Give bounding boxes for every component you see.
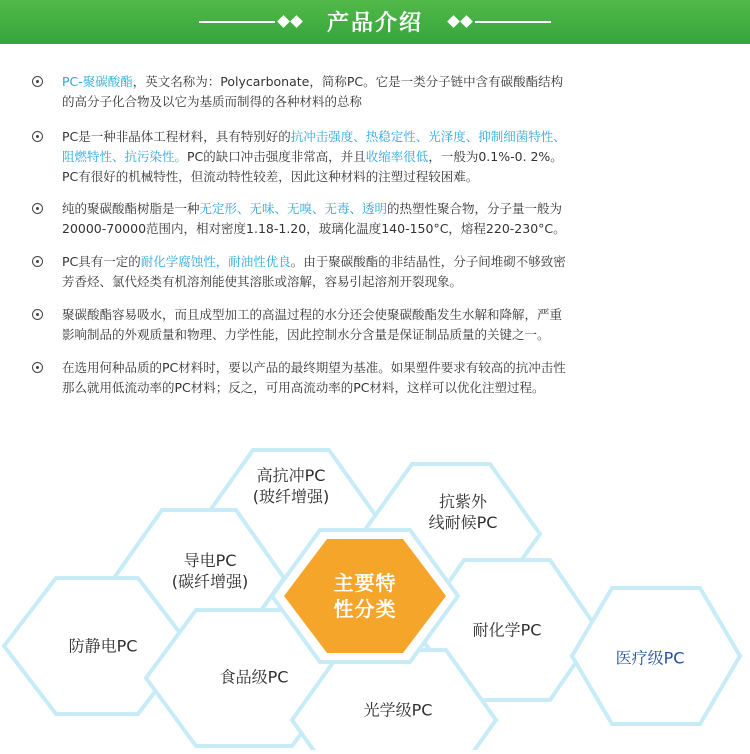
highlight-text: 无定形、无味、无嗅、无毒、透明	[199, 201, 388, 216]
hex-label-optical	[364, 700, 433, 721]
body-text: 纯的聚碳酸酯树脂是一种	[62, 201, 200, 216]
hex-label-chemical	[473, 620, 542, 641]
hex-label-medical	[616, 648, 685, 669]
body-text: PC的缺口冲击强度非常高，并且	[187, 149, 366, 164]
paragraph-text	[62, 305, 706, 345]
bullet-icon	[32, 256, 43, 267]
paragraph-4	[34, 252, 706, 292]
body-text: 的热塑性聚合物，分子量一般为	[387, 201, 563, 216]
bullet-icon	[32, 309, 43, 320]
highlight-text: 耐化学腐蚀性，耐油性优良	[140, 254, 291, 269]
body-text: ，一般为0.1%-0. 2%。	[428, 149, 563, 164]
feature-hex-grid	[0, 420, 750, 750]
header-bar	[0, 0, 750, 44]
highlight-text: 抗冲击强度、热稳定性、光泽度、抑制细菌特性、	[290, 129, 566, 144]
body-text: 在选用何种品质的PC材料时，要以产品的最终期望为基准。如果塑件要求有较高的抗冲击性	[62, 360, 566, 375]
hex-label-line: (玻纤增强)	[252, 487, 330, 506]
body-text: 聚碳酸酯容易吸水，而且成型加工的高温过程的水分还会使聚碳酸酯发生水解和降解，严重	[62, 307, 563, 322]
body-text: 。由于聚碳酸酯的非结晶性，分子间堆砌不够致密	[290, 254, 566, 269]
hex-label-line: 高抗冲PC	[256, 466, 326, 485]
body-text: PC具有一定的	[62, 254, 141, 269]
hex-label-line: (碳纤增强)	[171, 572, 249, 591]
hex-label-line: 导电PC	[183, 551, 237, 570]
header-ornament-right	[475, 21, 551, 23]
paragraph-text	[62, 72, 706, 112]
hex-label-line: 抗紫外	[438, 492, 488, 511]
bullet-icon	[32, 76, 43, 87]
highlight-text: 收缩率很低	[365, 149, 429, 164]
hex-label-line: 光学级PC	[363, 700, 433, 720]
bullet-icon	[32, 131, 43, 142]
hex-label-line: 主要特	[333, 571, 397, 595]
body-text: 的高分子化合物及以它为基质而制得的各种材料的总称	[62, 94, 363, 109]
hex-label-conductive	[172, 550, 249, 592]
body-text: 那么就用低流动率的PC材料；反之，可用高流动率的PC材料，这样可以优化注塑过程。	[62, 380, 545, 395]
hex-label-line: 线耐候PC	[428, 513, 498, 532]
body-text: 芳香烃、氯代烃类有机溶剂能使其溶胀或溶解，容易引起溶剂开裂现象。	[62, 274, 463, 289]
highlight-text: PC-聚碳酸酯	[62, 74, 133, 89]
body-text: 影响制品的外观质量和物理、力学性能，因此控制水分含量是保证制品质量的关键之一。	[62, 327, 550, 342]
paragraph-3	[34, 199, 706, 239]
hex-label-center	[334, 570, 397, 622]
body-text: PC是一种非晶体工程材料，具有特别好的	[62, 129, 291, 144]
paragraph-2	[34, 127, 706, 187]
bullet-icon	[32, 203, 43, 214]
body-text: PC有很好的机械特性，但流动特性较差，因此这种材料的注塑过程较困难。	[62, 169, 479, 184]
paragraph-text	[62, 127, 706, 187]
bullet-icon	[32, 362, 43, 373]
paragraph-5	[34, 305, 706, 345]
hex-label-high-impact	[253, 465, 330, 507]
hex-label-uv	[429, 491, 498, 533]
paragraph-text	[62, 358, 706, 398]
highlight-text: 阻燃特性、抗污染性。	[62, 149, 188, 164]
paragraph-text	[62, 252, 706, 292]
hex-label-antistatic	[69, 636, 138, 657]
paragraph-6	[34, 358, 706, 398]
paragraph-1	[34, 72, 706, 112]
body-text: 20000-70000范围内，相对密度1.18-1.20，玻璃化温度140-150°C，熔程220-230°C。	[62, 221, 566, 236]
paragraph-text	[62, 199, 706, 239]
hex-label-line: 耐化学PC	[472, 620, 542, 640]
hex-label-line: 防静电PC	[68, 636, 138, 656]
hex-label-food	[220, 667, 289, 688]
hex-label-line: 性分类	[333, 597, 397, 621]
hex-label-line: 食品级PC	[219, 667, 289, 687]
body-text: ，英文名称为：Polycarbonate，简称PC。它是一类分子链中含有碳酸酯结构	[132, 74, 564, 89]
hex-label-line: 医疗级PC	[615, 648, 685, 668]
page-title: 产品介绍	[326, 11, 423, 36]
